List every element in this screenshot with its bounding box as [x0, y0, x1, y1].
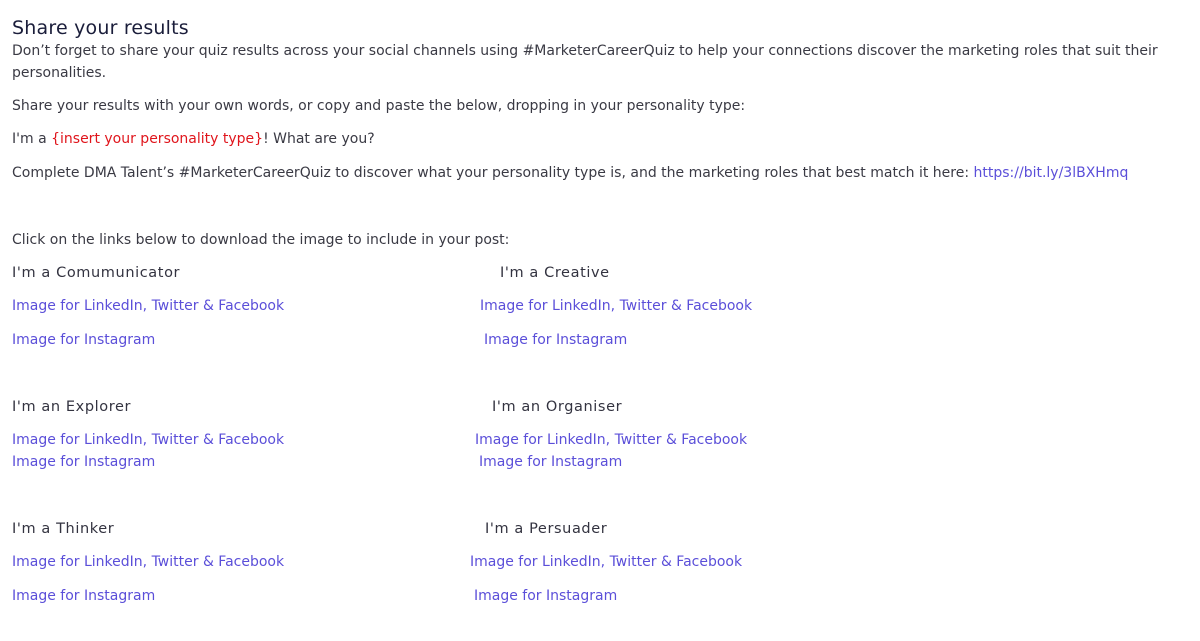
sample-post — [12, 128, 375, 150]
organiser-social-image-link[interactable]: Image for LinkedIn, Twitter & Facebook — [475, 432, 748, 448]
sample-post-suffix: ! What are you? — [263, 131, 375, 147]
persuader-instagram-image-link[interactable]: Image for Instagram — [474, 588, 618, 604]
type-heading-organiser: I'm an Organiser — [492, 399, 623, 415]
thinker-social-image-link[interactable]: Image for LinkedIn, Twitter & Facebook — [12, 554, 285, 570]
download-prompt: Click on the links below to download the image to include in your post: — [12, 232, 510, 248]
quiz-short-link[interactable]: https://bit.ly/3lBXHmq — [973, 165, 1129, 181]
type-heading-creative: I'm a Creative — [500, 265, 610, 281]
organiser-instagram-image-link[interactable]: Image for Instagram — [479, 454, 623, 470]
communicator-instagram-image-link[interactable]: Image for Instagram — [12, 332, 156, 348]
persuader-social-image-link[interactable]: Image for LinkedIn, Twitter & Facebook — [470, 554, 743, 570]
creative-instagram-image-link[interactable]: Image for Instagram — [484, 332, 628, 348]
communicator-social-image-link[interactable]: Image for LinkedIn, Twitter & Facebook — [12, 298, 285, 314]
explorer-instagram-image-link[interactable]: Image for Instagram — [12, 454, 156, 470]
complete-line — [12, 162, 1128, 184]
type-heading-explorer: I'm an Explorer — [12, 399, 132, 415]
type-heading-persuader: I'm a Persuader — [485, 521, 608, 537]
type-heading-communicator: I'm a Comumunicator — [12, 265, 181, 281]
creative-social-image-link[interactable]: Image for LinkedIn, Twitter & Facebook — [480, 298, 753, 314]
complete-line-text: Complete DMA Talent’s #MarketerCareerQuiz to discover what your personality type is, and the marketing roles that best match it here: — [12, 165, 974, 181]
share-instructions: Share your results with your own words, or copy and paste the below, dropping in your personality type: — [12, 98, 746, 114]
explorer-social-image-link[interactable]: Image for LinkedIn, Twitter & Facebook — [12, 432, 285, 448]
personality-type-placeholder: {insert your personality type} — [51, 131, 264, 147]
intro-text: Don’t forget to share your quiz results across your social channels using #MarketerCareerQuiz to help your connections discover the marketing roles that suit their personalities. — [12, 43, 1158, 81]
page-title: Share your results — [12, 16, 189, 39]
type-heading-thinker: I'm a Thinker — [12, 521, 115, 537]
thinker-instagram-image-link[interactable]: Image for Instagram — [12, 588, 156, 604]
sample-post-prefix: I'm a — [12, 131, 52, 147]
